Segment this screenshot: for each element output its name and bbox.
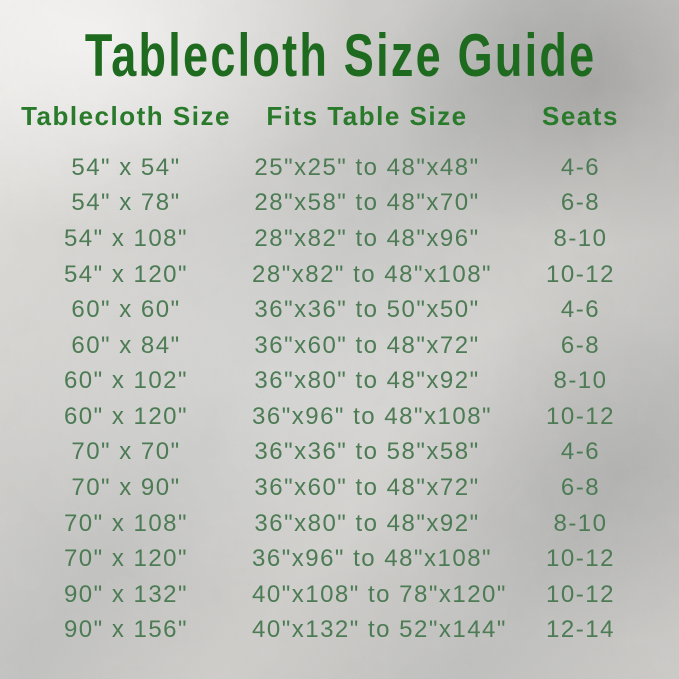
table-row bbox=[0, 257, 679, 293]
cell-tablecloth-size: 60" x 102" bbox=[63, 367, 189, 395]
column-header-seats: Seats bbox=[542, 101, 619, 131]
table-row bbox=[0, 506, 679, 542]
page-title: Tablecloth Size Guide bbox=[84, 22, 597, 89]
column-header-fits-table-size: Fits Table Size bbox=[266, 101, 468, 131]
cell-seats: 8-10 bbox=[553, 367, 608, 395]
table-row bbox=[0, 292, 679, 328]
cell-seats: 8-10 bbox=[553, 509, 608, 537]
table-row bbox=[0, 435, 679, 471]
cell-tablecloth-size: 60" x 60" bbox=[71, 296, 181, 324]
table-header-row bbox=[0, 101, 679, 132]
cell-fits-table-size: 36"x96" to 48"x108" bbox=[252, 545, 493, 573]
cell-seats: 10-12 bbox=[546, 580, 615, 608]
table-body bbox=[0, 150, 679, 648]
cell-tablecloth-size: 70" x 70" bbox=[71, 438, 181, 466]
cell-fits-table-size: 28"x82" to 48"x96" bbox=[254, 224, 480, 252]
cell-tablecloth-size: 70" x 90" bbox=[71, 473, 181, 501]
cell-fits-table-size: 28"x82" to 48"x108" bbox=[252, 260, 493, 288]
cell-seats: 6-8 bbox=[560, 189, 601, 217]
cell-fits-table-size: 36"x60" to 48"x72" bbox=[254, 331, 480, 359]
table-row bbox=[0, 470, 679, 506]
cell-tablecloth-size: 70" x 120" bbox=[63, 545, 189, 573]
cell-fits-table-size: 36"x36" to 58"x58" bbox=[254, 438, 480, 466]
table-row bbox=[0, 399, 679, 435]
cell-tablecloth-size: 54" x 78" bbox=[71, 189, 181, 217]
cell-fits-table-size: 36"x80" to 48"x92" bbox=[254, 367, 480, 395]
cell-tablecloth-size: 60" x 120" bbox=[63, 402, 189, 430]
cell-seats: 6-8 bbox=[560, 473, 601, 501]
cell-seats: 8-10 bbox=[553, 224, 608, 252]
cell-seats: 4-6 bbox=[560, 153, 601, 181]
cell-fits-table-size: 36"x96" to 48"x108" bbox=[252, 402, 493, 430]
table-row bbox=[0, 613, 679, 649]
table-row bbox=[0, 150, 679, 186]
cell-fits-table-size: 40"x132" to 52"x144" bbox=[252, 616, 507, 644]
cell-seats: 10-12 bbox=[546, 545, 615, 573]
cell-fits-table-size: 36"x80" to 48"x92" bbox=[254, 509, 480, 537]
cell-tablecloth-size: 54" x 120" bbox=[63, 260, 189, 288]
cell-tablecloth-size: 54" x 54" bbox=[71, 153, 181, 181]
cell-seats: 4-6 bbox=[560, 438, 601, 466]
cell-tablecloth-size: 70" x 108" bbox=[63, 509, 189, 537]
cell-fits-table-size: 28"x58" to 48"x70" bbox=[254, 189, 480, 217]
table-row bbox=[0, 541, 679, 577]
cell-fits-table-size: 40"x108" to 78"x120" bbox=[252, 580, 507, 608]
cell-seats: 4-6 bbox=[560, 296, 601, 324]
table-row bbox=[0, 577, 679, 613]
table-row bbox=[0, 221, 679, 257]
cell-tablecloth-size: 60" x 84" bbox=[71, 331, 181, 359]
column-header-tablecloth-size: Tablecloth Size bbox=[21, 101, 231, 131]
cell-tablecloth-size: 90" x 156" bbox=[63, 616, 189, 644]
cell-seats: 12-14 bbox=[546, 616, 615, 644]
cell-seats: 10-12 bbox=[546, 260, 615, 288]
cell-tablecloth-size: 54" x 108" bbox=[63, 224, 189, 252]
cell-fits-table-size: 36"x36" to 50"x50" bbox=[254, 296, 480, 324]
table-row bbox=[0, 363, 679, 399]
table-row bbox=[0, 328, 679, 364]
cell-seats: 10-12 bbox=[546, 402, 615, 430]
table-row bbox=[0, 186, 679, 222]
cell-fits-table-size: 36"x60" to 48"x72" bbox=[254, 473, 480, 501]
cell-tablecloth-size: 90" x 132" bbox=[63, 580, 189, 608]
cell-seats: 6-8 bbox=[560, 331, 601, 359]
cell-fits-table-size: 25"x25" to 48"x48" bbox=[254, 153, 480, 181]
